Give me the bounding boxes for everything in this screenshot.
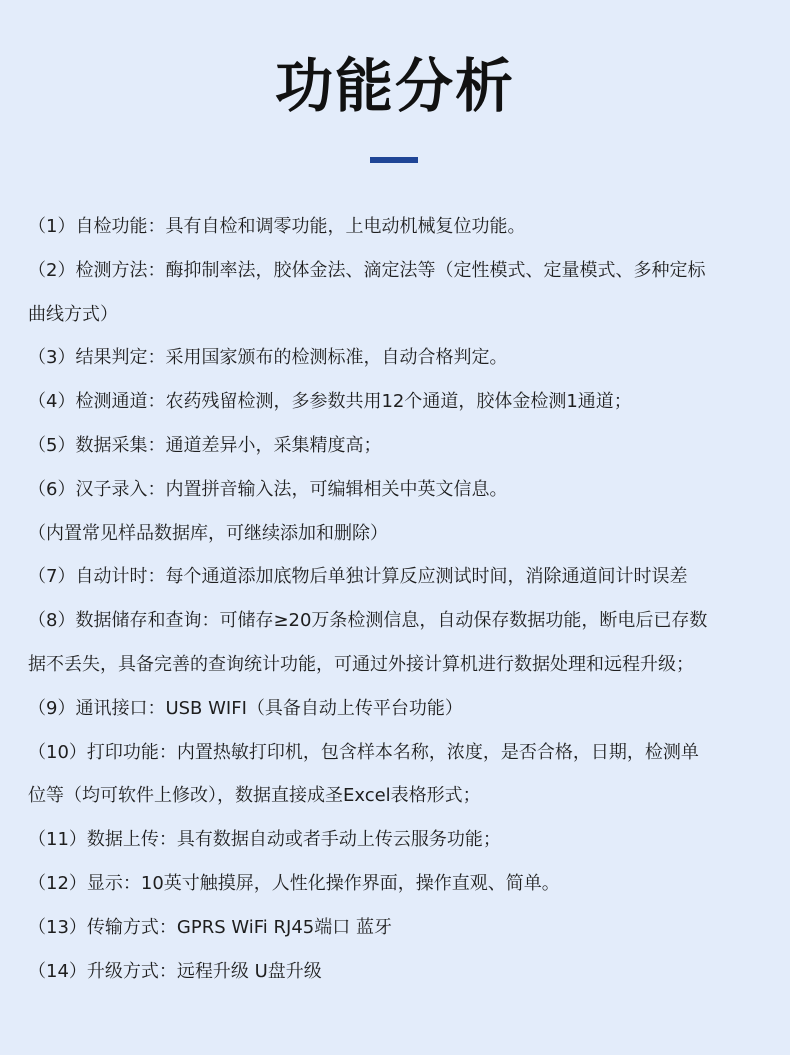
feature-line-5: （5）数据采集：通道差异小，采集精度高； xyxy=(28,434,382,456)
feature-line-10: （10）打印功能：内置热敏打印机，包含样本名称，浓度，是否合格，日期，检测单 xyxy=(28,741,699,763)
feature-list xyxy=(28,205,768,993)
feature-line-6: （6）汉子录入：内置拼音输入法，可编辑相关中英文信息。 xyxy=(28,478,508,500)
feature-line-1: （1）自检功能：具有自检和调零功能，上电动机械复位功能。 xyxy=(28,216,526,237)
feature-line-2-continued: 曲线方式） xyxy=(28,303,118,325)
feature-line-10-continued: 位等（均可软件上修改），数据直接成圣Excel表格形式； xyxy=(28,785,481,807)
feature-line-14: （14）升级方式：远程升级 U盘升级 xyxy=(28,960,322,982)
feature-line-12: （12）显示：10英寸触摸屏，人性化操作界面，操作直观、简单。 xyxy=(28,872,560,894)
feature-line-4: （4）检测通道：农药残留检测，多参数共用12个通道，胶体金检测1通道； xyxy=(28,391,632,413)
feature-line-11: （11）数据上传：具有数据自动或者手动上传云服务功能； xyxy=(28,829,501,851)
feature-line-7: （7）自动计时：每个通道添加底物后单独计算反应测试时间，消除通道间计时误差 xyxy=(28,566,688,588)
feature-line-13: （13）传输方式：GPRS WiFi RJ45端口 蓝牙 xyxy=(28,916,392,938)
feature-line-9: （9）通讯接口：USB WIFI（具备自动上传平台功能） xyxy=(28,697,463,719)
feature-line-8: （8）数据储存和查询：可储存≥20万条检测信息，自动保存数据功能，断电后已存数 xyxy=(28,610,708,632)
feature-line-3: （3）结果判定：采用国家颁布的检测标准，自动合格判定。 xyxy=(28,347,508,369)
title-underline xyxy=(370,157,418,163)
feature-line-8-continued: 据不丢失，具备完善的查询统计功能，可通过外接计算机进行数据处理和远程升级； xyxy=(28,653,694,675)
feature-line-2: （2）检测方法：酶抑制率法，胶体金法、滴定法等（定性模式、定量模式、多种定标 xyxy=(28,259,706,281)
feature-line-6-note: （内置常见样品数据库，可继续添加和删除） xyxy=(28,522,388,544)
page-title: 功能分析 xyxy=(274,52,515,120)
